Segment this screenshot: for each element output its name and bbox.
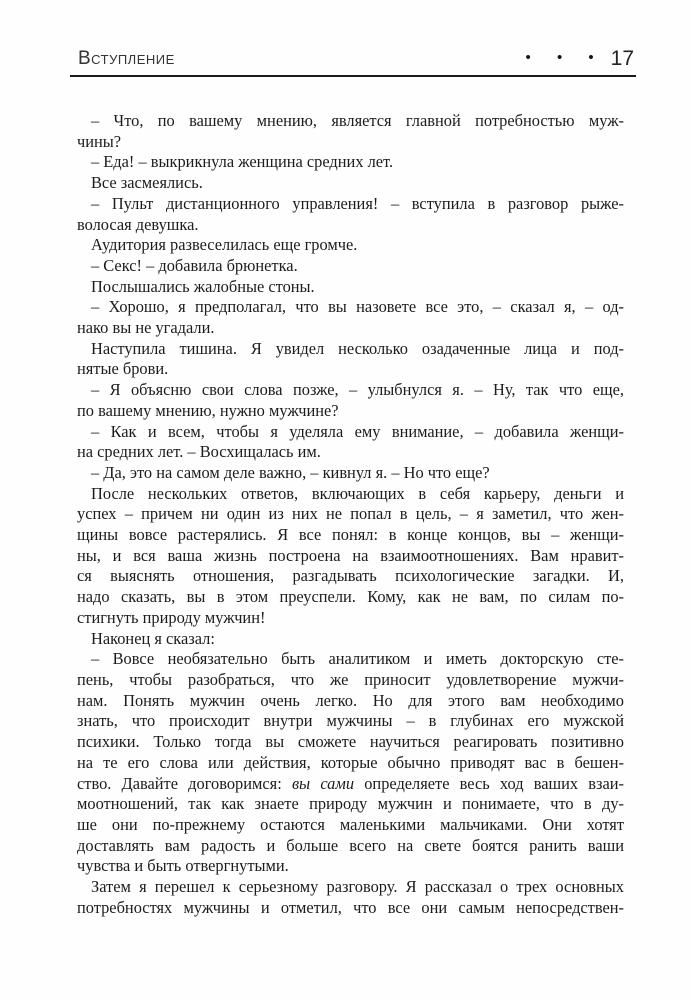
text-line: – Да, это на самом деле важно, – кивнул я. – Но что еще? — [91, 462, 490, 482]
text-line: – Хорошо, я предполагал, что вы назовете все это, – сказал я, – од- — [91, 297, 624, 317]
text-line: Послышались жалобные стоны. — [91, 276, 315, 296]
text-line: Затем я перешел к серьезному разговору. Я рассказал о трех основных — [91, 877, 624, 897]
text-line: Наступила тишина. Я увидел несколько озадаченные лица и под- — [91, 338, 624, 358]
text-line: Аудитория развеселилась еще громче. — [91, 235, 358, 255]
text-line: надо сказать, вы в этом преуспели. Кому, как не вам, по силам по- — [77, 587, 624, 607]
text-line: волосая девушка. — [77, 214, 199, 234]
text-line: на средних лет. – Восхищалась им. — [77, 442, 321, 462]
text-line: – Как и всем, чтобы я уделяла ему внимание, – добавила женщи- — [91, 421, 624, 441]
text-line: щины вовсе растерялись. Я все понял: в конце концов, вы – женщи- — [77, 525, 624, 545]
text-line: – Еда! – выкрикнула женщина средних лет. — [91, 152, 394, 172]
text-line: ся выяснять отношения, разгадывать психологические загадки. И, — [77, 566, 624, 586]
text-line: по вашему мнению, нужно мужчине? — [77, 400, 339, 420]
text-line: ны, и вся ваша жизнь построена на взаимоотношениях. Вам нравит- — [77, 545, 624, 565]
text-line: доставлять вам радость и больше всего на свете боятся ранить ваши — [77, 835, 624, 855]
text-line: – Вовсе необязательно быть аналитиком и иметь докторскую сте- — [91, 649, 624, 669]
text-line: Наконец я сказал: — [91, 628, 215, 648]
text-line: знать, что происходит внутри мужчины – в глубинах его мужской — [77, 711, 624, 731]
text-line: ство. Давайте договоримся: вы сами определяете весь ход ваших взаи- — [77, 773, 625, 793]
text-line: – Пульт дистанционного управления! – вступила в разговор рыже- — [91, 193, 624, 213]
text-line: нятые брови. — [77, 359, 169, 379]
text-line: ше они по-прежнему остаются маленькими мальчиками. Они хотят — [77, 814, 624, 834]
ornament-dots: • • • — [525, 48, 605, 66]
page-number-group — [526, 47, 634, 71]
page-header — [78, 47, 634, 71]
text-line: на те его слова или действия, которые обычно приводят вас в бешен- — [77, 752, 624, 772]
text-line: нако вы не угадали. — [77, 318, 215, 338]
text-line: После нескольких ответов, включающих в себя карьеру, деньги и — [91, 483, 624, 503]
text-line: нам. Понять мужчин очень легко. Но для этого вам необходимо — [77, 690, 624, 710]
text-line: потребностях мужчины и отметил, что все они самым непосредствен- — [77, 897, 624, 917]
running-head-title: Вступление — [78, 47, 175, 69]
text-line: пень, чтобы разобраться, что же приносит удовлетворение мужчи- — [77, 669, 624, 689]
text-line: моотношений, так как знаете природу мужчин и понимаете, что в ду- — [77, 794, 624, 814]
text-line: стигнуть природу мужчин! — [77, 607, 266, 627]
page-number: 17 — [610, 47, 634, 70]
text-line: – Что, по вашему мнению, является главной потребностью муж- — [91, 111, 624, 130]
header-rule — [70, 75, 636, 77]
text-line: – Я объясню свои слова позже, – улыбнулся я. – Ну, так что еще, — [91, 380, 624, 400]
page-body — [77, 111, 624, 918]
text-line: – Секс! – добавила брюнетка. — [91, 255, 298, 275]
text-line: чины? — [77, 131, 122, 151]
text-line: успех – причем ни один из них не попал в цель, – я заметил, что жен- — [77, 504, 624, 524]
text-line: психики. Только тогда вы сможете научиться реагировать позитивно — [77, 732, 624, 752]
text-line: Все засмеялись. — [91, 173, 203, 193]
text-line: чувства и быть отвергнутыми. — [77, 856, 289, 876]
